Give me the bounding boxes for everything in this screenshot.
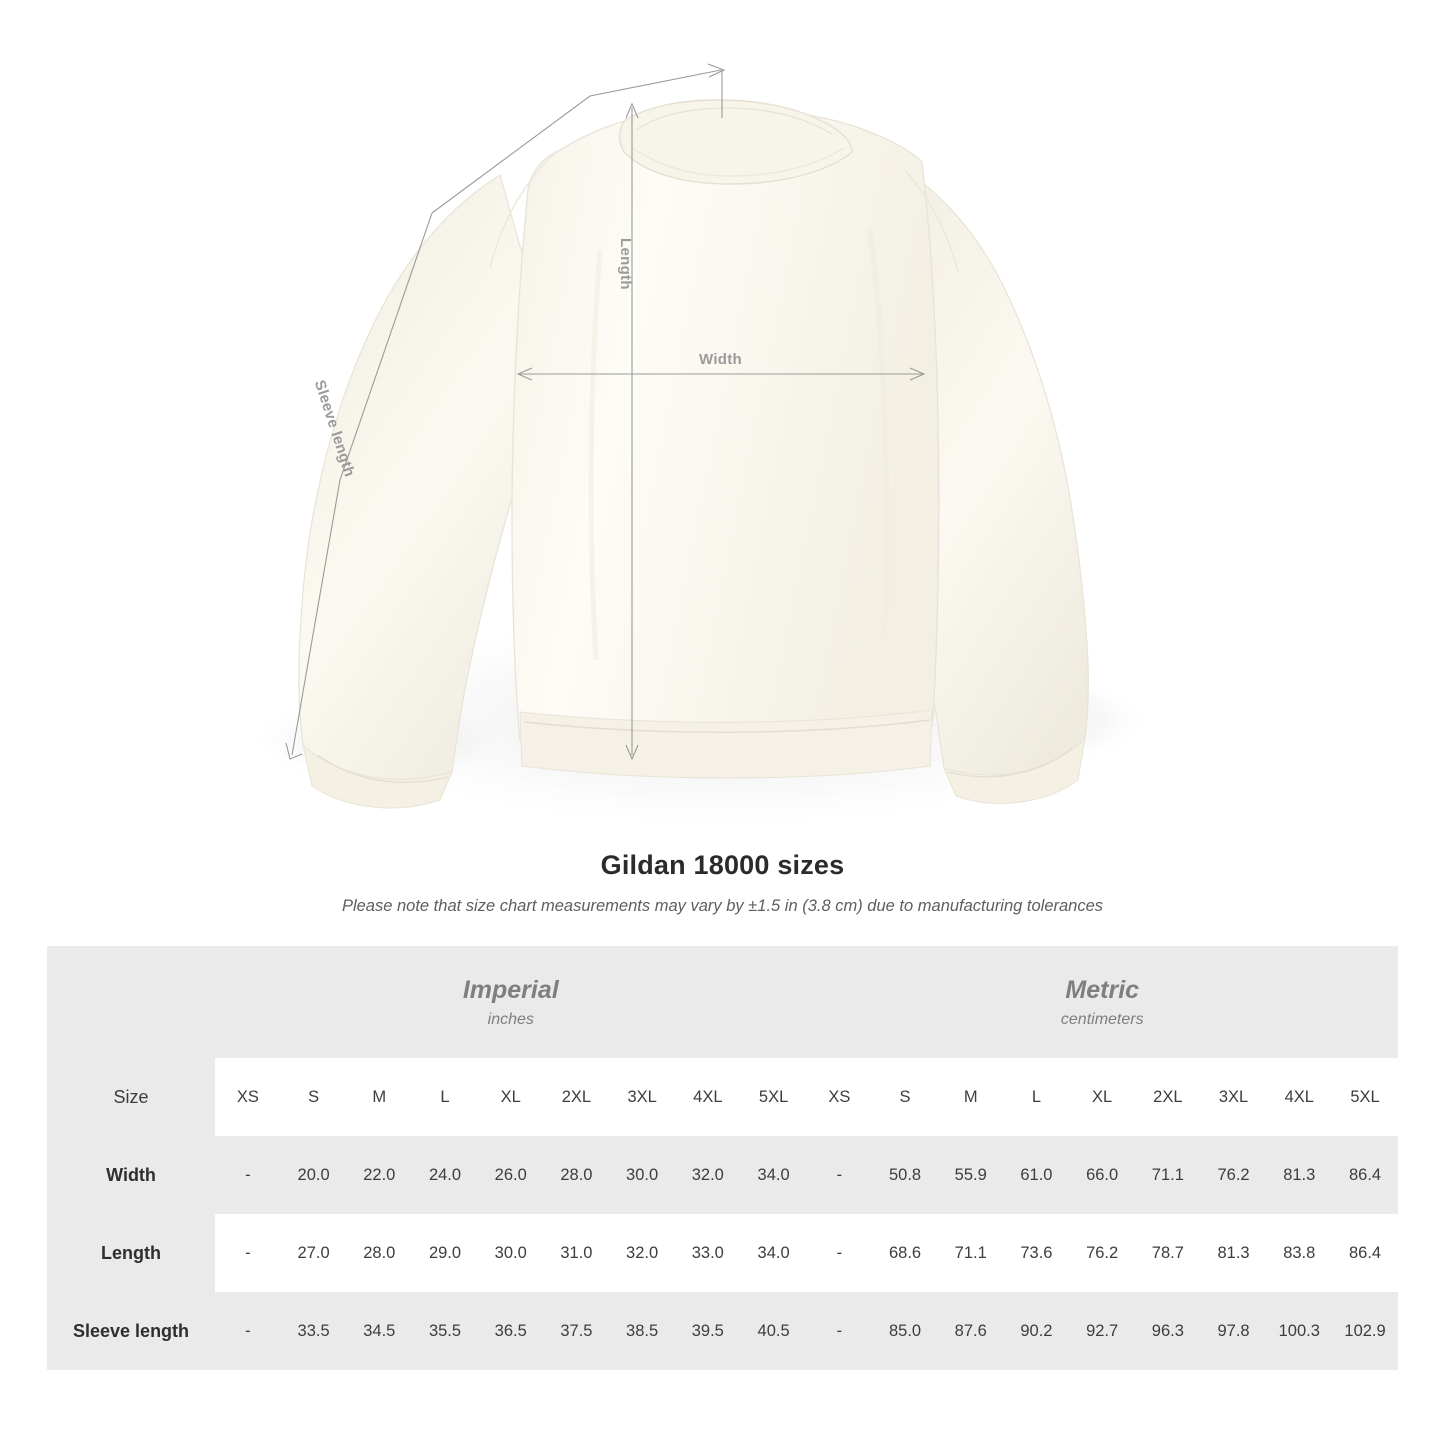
imperial-unit-name: Imperial — [462, 976, 559, 1005]
length-imperial-7: 33.0 — [675, 1214, 741, 1292]
size-header-imperial-8: 5XL — [741, 1058, 807, 1136]
width-imperial-7: 32.0 — [675, 1136, 741, 1214]
width-metric-7: 81.3 — [1266, 1136, 1332, 1214]
length-imperial-2: 28.0 — [346, 1214, 412, 1292]
length-metric-7: 83.8 — [1266, 1214, 1332, 1292]
size-header-imperial-1: S — [281, 1058, 347, 1136]
size-header-metric-6: 3XL — [1201, 1058, 1267, 1136]
sleeve-metric-3: 90.2 — [1004, 1292, 1070, 1370]
sleeve-length-dimension-label: Sleeve length — [310, 378, 359, 479]
table-row — [47, 1214, 1398, 1292]
sleeve-metric-1: 85.0 — [872, 1292, 938, 1370]
width-metric-4: 66.0 — [1069, 1136, 1135, 1214]
page-title: Gildan 18000 sizes — [600, 850, 845, 880]
length-metric-5: 78.7 — [1135, 1214, 1201, 1292]
width-imperial-1: 20.0 — [281, 1136, 347, 1214]
sleeve-metric-5: 96.3 — [1135, 1292, 1201, 1370]
row-label-width: Width — [47, 1136, 215, 1214]
row-label-sleeve-length: Sleeve length — [47, 1292, 215, 1370]
size-header-metric-0: XS — [806, 1058, 872, 1136]
length-metric-4: 76.2 — [1069, 1214, 1135, 1292]
length-metric-2: 71.1 — [938, 1214, 1004, 1292]
length-dimension-label: Length — [617, 238, 634, 290]
row-label-length: Length — [47, 1214, 215, 1292]
size-header-metric-7: 4XL — [1266, 1058, 1332, 1136]
width-imperial-5: 28.0 — [544, 1136, 610, 1214]
width-imperial-8: 34.0 — [741, 1136, 807, 1214]
size-header-imperial-4: XL — [478, 1058, 544, 1136]
width-imperial-4: 26.0 — [478, 1136, 544, 1214]
width-imperial-0: - — [215, 1136, 281, 1214]
sleeve-metric-6: 97.8 — [1201, 1292, 1267, 1370]
metric-unit-name: Metric — [1065, 976, 1140, 1005]
length-imperial-0: - — [215, 1214, 281, 1292]
sleeve-metric-4: 92.7 — [1069, 1292, 1135, 1370]
sleeve-imperial-2: 34.5 — [346, 1292, 412, 1370]
title-block — [0, 850, 1445, 916]
length-metric-1: 68.6 — [872, 1214, 938, 1292]
width-metric-3: 61.0 — [1004, 1136, 1070, 1214]
length-metric-8: 86.4 — [1332, 1214, 1398, 1292]
size-header-metric-4: XL — [1069, 1058, 1135, 1136]
unit-spacer-cell — [47, 946, 215, 1058]
size-header-imperial-5: 2XL — [544, 1058, 610, 1136]
sleeve-imperial-7: 39.5 — [675, 1292, 741, 1370]
length-imperial-4: 30.0 — [478, 1214, 544, 1292]
size-header-imperial-6: 3XL — [609, 1058, 675, 1136]
imperial-unit-sub: inches — [487, 1010, 534, 1028]
length-imperial-8: 34.0 — [741, 1214, 807, 1292]
sleeve-metric-2: 87.6 — [938, 1292, 1004, 1370]
size-header-metric-3: L — [1004, 1058, 1070, 1136]
size-header-metric-1: S — [872, 1058, 938, 1136]
table-row — [47, 1136, 1398, 1214]
metric-unit-sub: centimeters — [1060, 1010, 1144, 1028]
unit-header-row — [47, 946, 1398, 1058]
size-header-imperial-0: XS — [215, 1058, 281, 1136]
sleeve-metric-8: 102.9 — [1332, 1292, 1398, 1370]
width-metric-2: 55.9 — [938, 1136, 1004, 1214]
length-imperial-5: 31.0 — [544, 1214, 610, 1292]
length-imperial-3: 29.0 — [412, 1214, 478, 1292]
sleeve-imperial-3: 35.5 — [412, 1292, 478, 1370]
size-header-imperial-2: M — [346, 1058, 412, 1136]
sleeve-imperial-5: 37.5 — [544, 1292, 610, 1370]
width-imperial-6: 30.0 — [609, 1136, 675, 1214]
width-metric-6: 76.2 — [1201, 1136, 1267, 1214]
sleeve-imperial-0: - — [215, 1292, 281, 1370]
width-metric-8: 86.4 — [1332, 1136, 1398, 1214]
length-imperial-6: 32.0 — [609, 1214, 675, 1292]
width-metric-1: 50.8 — [872, 1136, 938, 1214]
width-imperial-3: 24.0 — [412, 1136, 478, 1214]
sleeve-imperial-8: 40.5 — [741, 1292, 807, 1370]
sleeve-imperial-6: 38.5 — [609, 1292, 675, 1370]
size-header-metric-5: 2XL — [1135, 1058, 1201, 1136]
length-imperial-1: 27.0 — [281, 1214, 347, 1292]
sleeve-imperial-1: 33.5 — [281, 1292, 347, 1370]
size-header-row — [47, 1058, 1398, 1136]
width-dimension-label: Width — [699, 351, 743, 368]
metric-unit-cell — [806, 946, 1398, 1058]
length-metric-3: 73.6 — [1004, 1214, 1070, 1292]
size-header-metric-8: 5XL — [1332, 1058, 1398, 1136]
size-header-metric-2: M — [938, 1058, 1004, 1136]
size-header-imperial-3: L — [412, 1058, 478, 1136]
tolerance-note: Please note that size chart measurements may vary by ±1.5 in (3.8 cm) due to manufacturing tolerances — [341, 897, 1104, 915]
length-metric-0: - — [806, 1214, 872, 1292]
sleeve-metric-0: - — [806, 1292, 872, 1370]
width-imperial-2: 22.0 — [346, 1136, 412, 1214]
size-table — [47, 946, 1398, 1370]
width-metric-5: 71.1 — [1135, 1136, 1201, 1214]
size-header-imperial-7: 4XL — [675, 1058, 741, 1136]
length-metric-6: 81.3 — [1201, 1214, 1267, 1292]
table-row — [47, 1292, 1398, 1370]
size-table-wrapper — [47, 946, 1398, 1370]
sleeve-metric-7: 100.3 — [1266, 1292, 1332, 1370]
sleeve-imperial-4: 36.5 — [478, 1292, 544, 1370]
imperial-unit-cell — [215, 946, 806, 1058]
width-metric-0: - — [806, 1136, 872, 1214]
size-header-label: Size — [47, 1058, 215, 1136]
